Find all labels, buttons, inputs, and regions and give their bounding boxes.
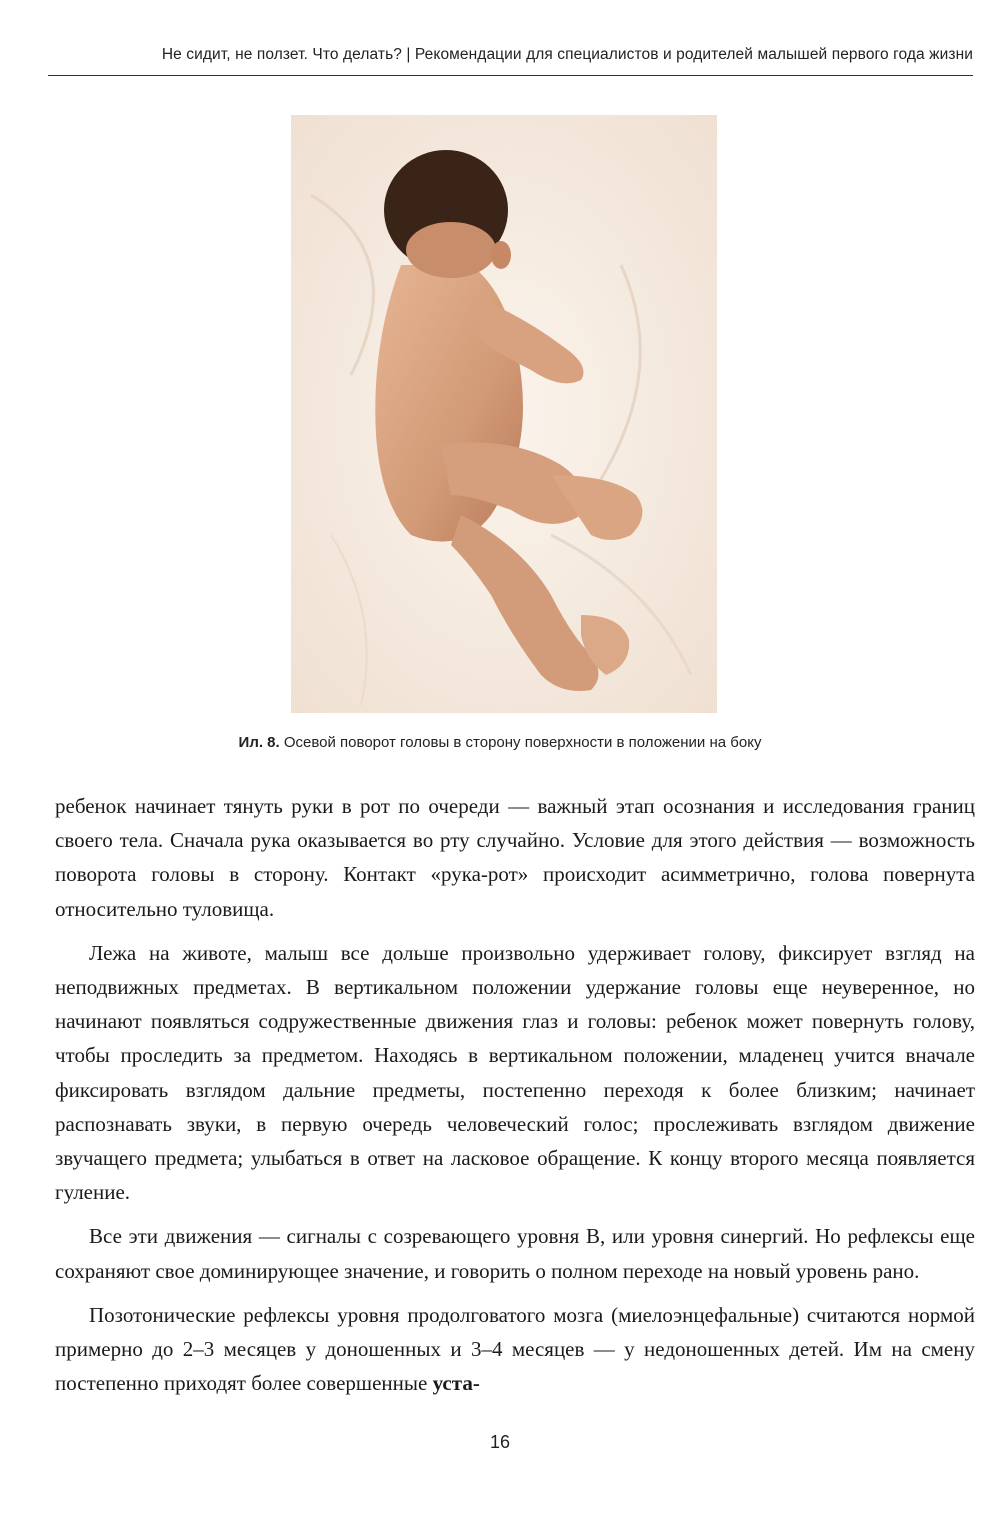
body-text [55, 789, 975, 1410]
paragraph: Лежа на животе, малыш все дольше произвольно удерживает голову, фиксирует взгляд на неподвижных предметах. В вертикальном положении удержание головы еще неуверенное, но начинают появляться содружественные движения глаз и головы: ребенок может повернуть голову, чтобы проследить за предметом. Находясь в вертикальном положении, младенец учится вначале фиксировать взглядом дальние предметы, постепенно переходя к более близким; начинает распознавать звуки, в первую очередь человеческий голос; прослеживать взглядом движение звучащего предмета; улыбаться в ответ на ласковое обращение. К концу второго месяца появляется гуление. [55, 940, 975, 1205]
paragraph: ребенок начинает тянуть руки в рот по очереди — важный этап осознания и исследования границ своего тела. Сначала рука оказывается во рту случайно. Условие для этого действия — возможность поворота головы в сторону. Контакт «рука-рот» происходит асимметрично, голова повернута относительно туловища. [55, 794, 975, 921]
paragraph-text: Позотонические рефлексы уровня продолговатого мозга (миелоэнцефальные) считаются нормой примерно до 2–3 месяцев у доношенных и 3–4 месяцев — у недоношенных детей. Им на смену постепенно приходят более совершенные [55, 1302, 975, 1396]
figure-caption [0, 734, 1000, 751]
figure-label: Ил. 8. [238, 734, 280, 751]
bold-term: уста- [432, 1371, 480, 1396]
baby-lying-on-side-illustration [291, 115, 717, 713]
figure-caption-text: Осевой поворот головы в сторону поверхности в положении на боку [279, 734, 762, 751]
page-number: 16 [489, 1432, 511, 1452]
header-divider [48, 75, 973, 76]
paragraph: Все эти движения — сигналы с созревающего уровня B, или уровня синергий. Но рефлексы еще сохраняют свое доминирующее значение, и говорить о полном переходе на новый уровень рано. [55, 1224, 975, 1283]
paragraph [55, 1298, 975, 1401]
running-title: Не сидит, не ползет. Что делать? | Рекомендации для специалистов и родителей малышей первого года жизни [161, 46, 973, 63]
baby-photo [291, 115, 717, 713]
